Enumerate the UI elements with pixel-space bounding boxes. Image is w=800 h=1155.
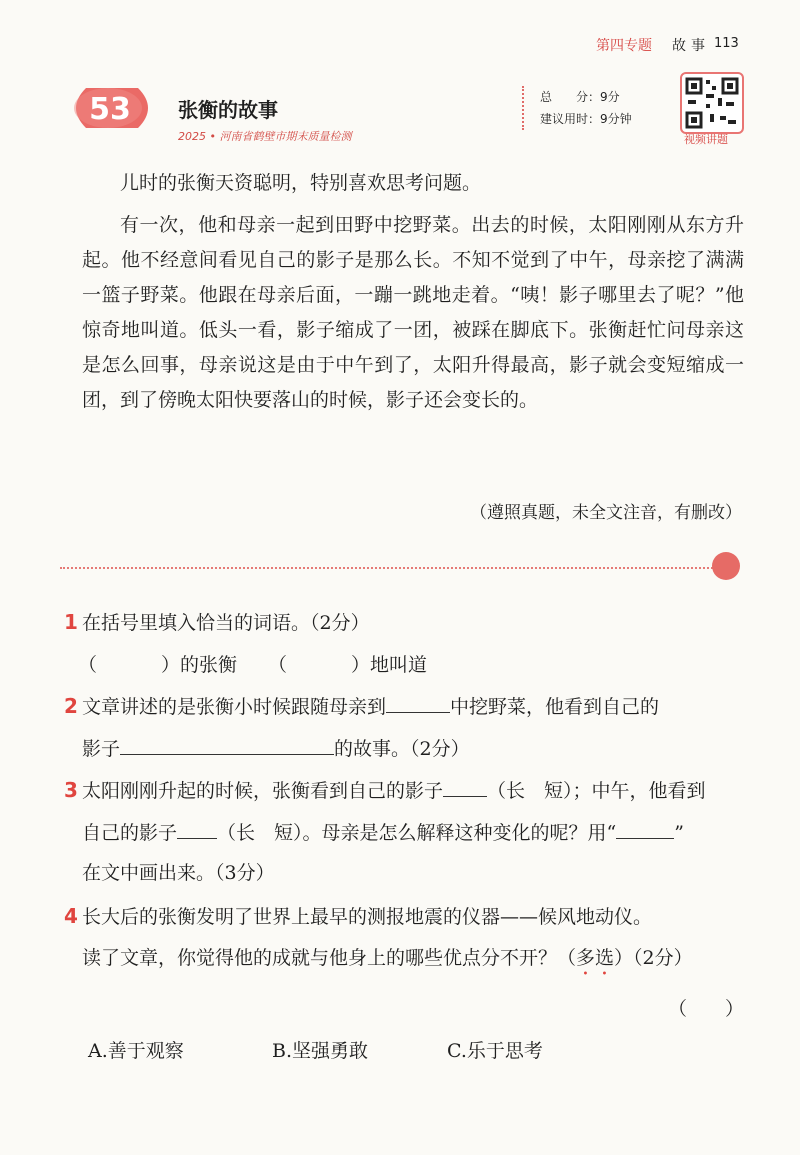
yarn-ball-icon	[712, 552, 740, 580]
question-3-line2: 自己的影子 （长 短）。母亲是怎么解释这种变化的呢？用“ ”	[82, 818, 684, 848]
qr-code-icon[interactable]	[680, 72, 744, 134]
option-c[interactable]: C.乐于思考	[447, 1040, 543, 1062]
lesson-source: 2025 • 河南省鹤壁市期末质量检测	[178, 130, 352, 143]
section-divider	[60, 567, 720, 569]
article-paragraph: 儿时的张衡天资聪明，特别喜欢思考问题。	[120, 172, 482, 194]
question-3-line3: 在文中画出来。（3分）	[82, 862, 275, 884]
question-number: 2	[64, 694, 78, 718]
option-b[interactable]: B.坚强勇敢	[272, 1040, 369, 1062]
article-paragraph: 有一次，他和母亲一起到田野中挖野菜。出去的时候，太阳刚刚从东方升起。他不经意间看见自己的影子是那么长。不知不觉到了中午，母亲挖了满满一篮子野菜。他跟在母亲后面，一蹦一跳地走着。“咦！影子哪里去了呢？”他惊奇地叫道。低头一看，影子缩成了一团，被踩在脚底下。张衡赶忙问母亲这是怎么回事，母亲说这是由于中午到了，太阳升得最高，影子就会变短缩成一团，到了傍晚太阳快要落山的时候，影子还会变长的。	[82, 214, 744, 411]
lesson-number: 53	[89, 92, 131, 127]
question-1-fill-b: （ ）地叫道	[268, 654, 428, 676]
answer-blank[interactable]	[443, 776, 487, 797]
answer-bracket[interactable]: （ ）	[668, 998, 745, 1020]
score-box	[522, 86, 670, 130]
answer-blank[interactable]	[386, 692, 450, 713]
question-1-fill-a: （ ）的张衡	[78, 654, 238, 676]
option-a[interactable]: A.善于观察	[88, 1040, 184, 1062]
emphasis-text: 多选	[576, 947, 615, 969]
answer-blank[interactable]	[177, 818, 217, 839]
page-number: 113	[714, 36, 739, 51]
question-number: 4	[64, 904, 78, 928]
answer-blank[interactable]	[120, 734, 334, 755]
story-label: 故事	[672, 38, 710, 54]
question-4-line1: 长大后的张衡发明了世界上最早的测报地震的仪器——候风地动仪。	[82, 906, 653, 928]
question-3-line1: 太阳刚刚升起的时候，张衡看到自己的影子 （长 短）；中午，他看到	[82, 776, 706, 806]
suggested-time: 建议用时：9分钟	[540, 112, 632, 126]
total-score: 总 分：9分	[540, 90, 620, 104]
answer-blank[interactable]	[616, 818, 674, 839]
lesson-title: 张衡的故事	[178, 98, 278, 122]
question-4-line2: 读了文章，你觉得他的成就与他身上的哪些优点分不开？（多选）（2分）	[82, 947, 693, 969]
question-2-line1: 文章讲述的是张衡小时候跟随母亲到 中挖野菜，他看到自己的	[82, 692, 659, 722]
section-tag: 第四专题	[596, 38, 652, 54]
qr-label: 视频讲题	[684, 133, 728, 146]
question-number: 1	[64, 610, 78, 634]
lesson-badge	[66, 84, 158, 132]
question-1-text: 在括号里填入恰当的词语。（2分）	[82, 612, 370, 634]
question-number: 3	[64, 778, 78, 802]
question-2-line2: 影子 的故事。（2分）	[82, 734, 470, 764]
article-citation: （遵照真题，未全文注音，有删改）	[470, 503, 742, 523]
